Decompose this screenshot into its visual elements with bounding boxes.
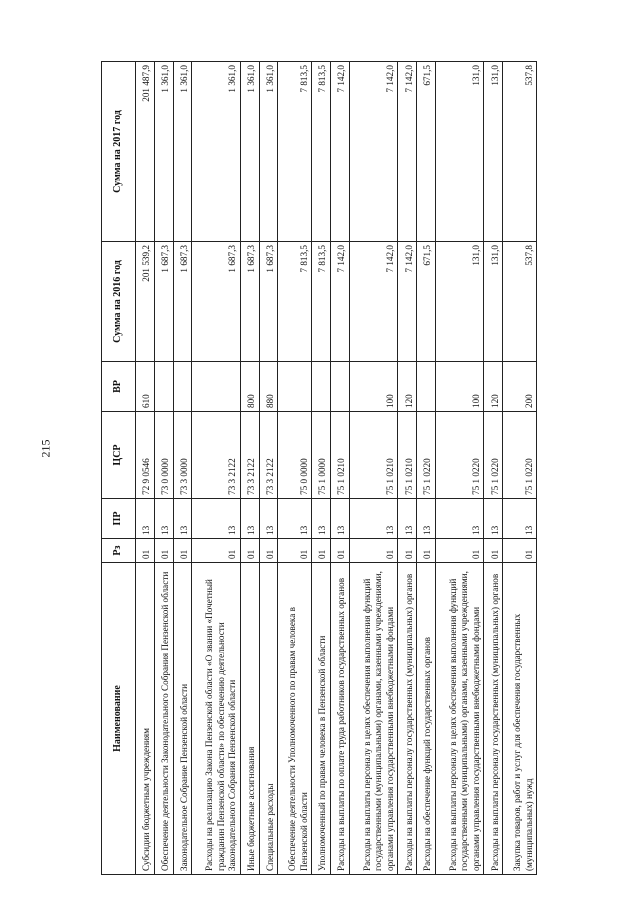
row-sum-2017: 7 142,0 xyxy=(398,62,417,242)
row-sum-2017: 1 361,0 xyxy=(154,62,173,242)
row-sum-2016: 1 687,3 xyxy=(192,242,241,362)
row-csr: 75 1 0220 xyxy=(503,412,537,499)
table-row xyxy=(435,62,484,875)
row-rz: 01 xyxy=(278,539,312,563)
table-row xyxy=(484,62,503,875)
row-name: Иные бюджетные ассигнования xyxy=(240,563,259,875)
row-sum-2017: 7 813,5 xyxy=(278,62,312,242)
header-row xyxy=(102,62,136,875)
row-csr: 75 0 0000 xyxy=(278,412,312,499)
row-name: Специальные расходы xyxy=(259,563,278,875)
row-sum-2016: 7 142,0 xyxy=(349,242,398,362)
row-csr: 73 3 2122 xyxy=(192,412,241,499)
row-name: Расходы на выплаты по оплате труда работников государственных органов xyxy=(330,563,349,875)
row-sum-2017: 201 487,9 xyxy=(136,62,155,242)
row-rz: 01 xyxy=(136,539,155,563)
row-csr: 75 1 0000 xyxy=(312,412,331,499)
row-vr: 120 xyxy=(398,362,417,412)
table-body xyxy=(136,62,537,875)
row-csr: 75 1 0210 xyxy=(398,412,417,499)
row-pr: 13 xyxy=(330,499,349,539)
row-name: Расходы на реализацию Закона Пензенской области «О звании «Почетный гражданин Пензенской области» по обеспечению деятельности Законодательного Собрания Пензенской области xyxy=(192,563,241,875)
table-row xyxy=(154,62,173,875)
row-pr: 13 xyxy=(192,499,241,539)
row-sum-2017: 7 813,5 xyxy=(312,62,331,242)
row-pr: 13 xyxy=(154,499,173,539)
row-sum-2017: 671,5 xyxy=(417,62,436,242)
budget-table-container xyxy=(101,62,537,875)
row-sum-2016: 1 687,3 xyxy=(259,242,278,362)
row-name: Законодательное Собрание Пензенской области xyxy=(173,563,192,875)
row-csr: 75 1 0220 xyxy=(484,412,503,499)
budget-table xyxy=(101,61,537,875)
row-name: Расходы на выплаты персоналу государственных (муниципальных) органов xyxy=(484,563,503,875)
table-row xyxy=(417,62,436,875)
row-name: Закупка товаров, работ и услуг для обеспечения государственных (муниципальных) нужд xyxy=(503,563,537,875)
row-vr: 800 xyxy=(240,362,259,412)
row-rz: 01 xyxy=(240,539,259,563)
row-sum-2016: 7 813,5 xyxy=(278,242,312,362)
table-header xyxy=(102,62,136,875)
row-csr: 73 3 0000 xyxy=(173,412,192,499)
row-pr: 13 xyxy=(136,499,155,539)
header-sum-2017: Сумма на 2017 год xyxy=(102,62,136,242)
row-pr: 13 xyxy=(417,499,436,539)
row-vr: 100 xyxy=(349,362,398,412)
row-csr: 75 1 0210 xyxy=(330,412,349,499)
row-csr: 72 9 0546 xyxy=(136,412,155,499)
row-sum-2017: 7 142,0 xyxy=(349,62,398,242)
row-pr: 13 xyxy=(503,499,537,539)
row-rz: 01 xyxy=(349,539,398,563)
row-sum-2017: 537,8 xyxy=(503,62,537,242)
row-sum-2017: 131,0 xyxy=(435,62,484,242)
row-name: Субсидии бюджетным учреждениям xyxy=(136,563,155,875)
table-row xyxy=(349,62,398,875)
row-rz: 01 xyxy=(484,539,503,563)
row-name: Расходы на выплаты персоналу государственных (муниципальных) органов xyxy=(398,563,417,875)
row-rz: 01 xyxy=(417,539,436,563)
row-sum-2016: 537,8 xyxy=(503,242,537,362)
table-row xyxy=(278,62,312,875)
row-sum-2016: 131,0 xyxy=(435,242,484,362)
row-pr: 13 xyxy=(240,499,259,539)
row-csr: 75 1 0210 xyxy=(349,412,398,499)
header-pr: ПР xyxy=(102,499,136,539)
table-row xyxy=(173,62,192,875)
row-sum-2017: 1 361,0 xyxy=(259,62,278,242)
row-rz: 01 xyxy=(259,539,278,563)
row-pr: 13 xyxy=(435,499,484,539)
table-row xyxy=(136,62,155,875)
row-vr xyxy=(330,362,349,412)
row-pr: 13 xyxy=(259,499,278,539)
row-name: Обеспечение деятельности Законодательного Собрания Пензенской области xyxy=(154,563,173,875)
row-name: Расходы на выплаты персоналу в целях обеспечения выполнения функций государственными (муниципальными) органами, казенными учреждениями, органами управления государственными внебюджетными фондами xyxy=(435,563,484,875)
row-csr: 73 3 2122 xyxy=(259,412,278,499)
table-row xyxy=(330,62,349,875)
row-rz: 01 xyxy=(503,539,537,563)
table-row xyxy=(398,62,417,875)
row-pr: 13 xyxy=(398,499,417,539)
row-pr: 13 xyxy=(349,499,398,539)
header-vr: ВР xyxy=(102,362,136,412)
header-csr: ЦСР xyxy=(102,412,136,499)
row-vr xyxy=(154,362,173,412)
row-sum-2017: 1 361,0 xyxy=(240,62,259,242)
table-row xyxy=(503,62,537,875)
table-row xyxy=(240,62,259,875)
row-csr: 75 1 0220 xyxy=(417,412,436,499)
row-name: Уполномоченный по правам человека в Пензенской области xyxy=(312,563,331,875)
row-sum-2017: 1 361,0 xyxy=(192,62,241,242)
table-row xyxy=(192,62,241,875)
row-sum-2016: 7 142,0 xyxy=(330,242,349,362)
row-pr: 13 xyxy=(173,499,192,539)
row-sum-2017: 7 142,0 xyxy=(330,62,349,242)
row-sum-2016: 1 687,3 xyxy=(240,242,259,362)
row-csr: 73 0 0000 xyxy=(154,412,173,499)
row-vr: 610 xyxy=(136,362,155,412)
row-sum-2016: 7 142,0 xyxy=(398,242,417,362)
row-sum-2017: 1 361,0 xyxy=(173,62,192,242)
page-number: 215 xyxy=(38,439,53,458)
row-pr: 13 xyxy=(484,499,503,539)
header-rz: Рз xyxy=(102,539,136,563)
row-sum-2016: 1 687,3 xyxy=(154,242,173,362)
row-vr xyxy=(417,362,436,412)
row-sum-2016: 201 539,2 xyxy=(136,242,155,362)
row-rz: 01 xyxy=(192,539,241,563)
table-row xyxy=(259,62,278,875)
row-rz: 01 xyxy=(330,539,349,563)
row-rz: 01 xyxy=(173,539,192,563)
header-name: Наименование xyxy=(102,563,136,875)
row-rz: 01 xyxy=(154,539,173,563)
table-row xyxy=(312,62,331,875)
row-vr: 120 xyxy=(484,362,503,412)
row-name: Расходы на обеспечение функций государственных органов xyxy=(417,563,436,875)
header-sum-2016: Сумма на 2016 год xyxy=(102,242,136,362)
row-rz: 01 xyxy=(398,539,417,563)
row-sum-2016: 7 813,5 xyxy=(312,242,331,362)
row-pr: 13 xyxy=(312,499,331,539)
row-name: Обеспечение деятельности Уполномоченного по правам человека в Пензенской области xyxy=(278,563,312,875)
row-vr xyxy=(192,362,241,412)
row-vr xyxy=(312,362,331,412)
row-csr: 75 1 0220 xyxy=(435,412,484,499)
row-rz: 01 xyxy=(312,539,331,563)
row-sum-2016: 131,0 xyxy=(484,242,503,362)
row-vr xyxy=(278,362,312,412)
row-name: Расходы на выплаты персоналу в целях обеспечения выполнения функций государственными (муниципальными) органами, казенными учреждениями, органами управления государственными внебюджетными фондами xyxy=(349,563,398,875)
row-vr xyxy=(173,362,192,412)
row-pr: 13 xyxy=(278,499,312,539)
row-sum-2017: 131,0 xyxy=(484,62,503,242)
row-csr: 73 3 2122 xyxy=(240,412,259,499)
row-vr: 200 xyxy=(503,362,537,412)
row-rz: 01 xyxy=(435,539,484,563)
row-vr: 880 xyxy=(259,362,278,412)
row-vr: 100 xyxy=(435,362,484,412)
row-sum-2016: 671,5 xyxy=(417,242,436,362)
row-sum-2016: 1 687,3 xyxy=(173,242,192,362)
